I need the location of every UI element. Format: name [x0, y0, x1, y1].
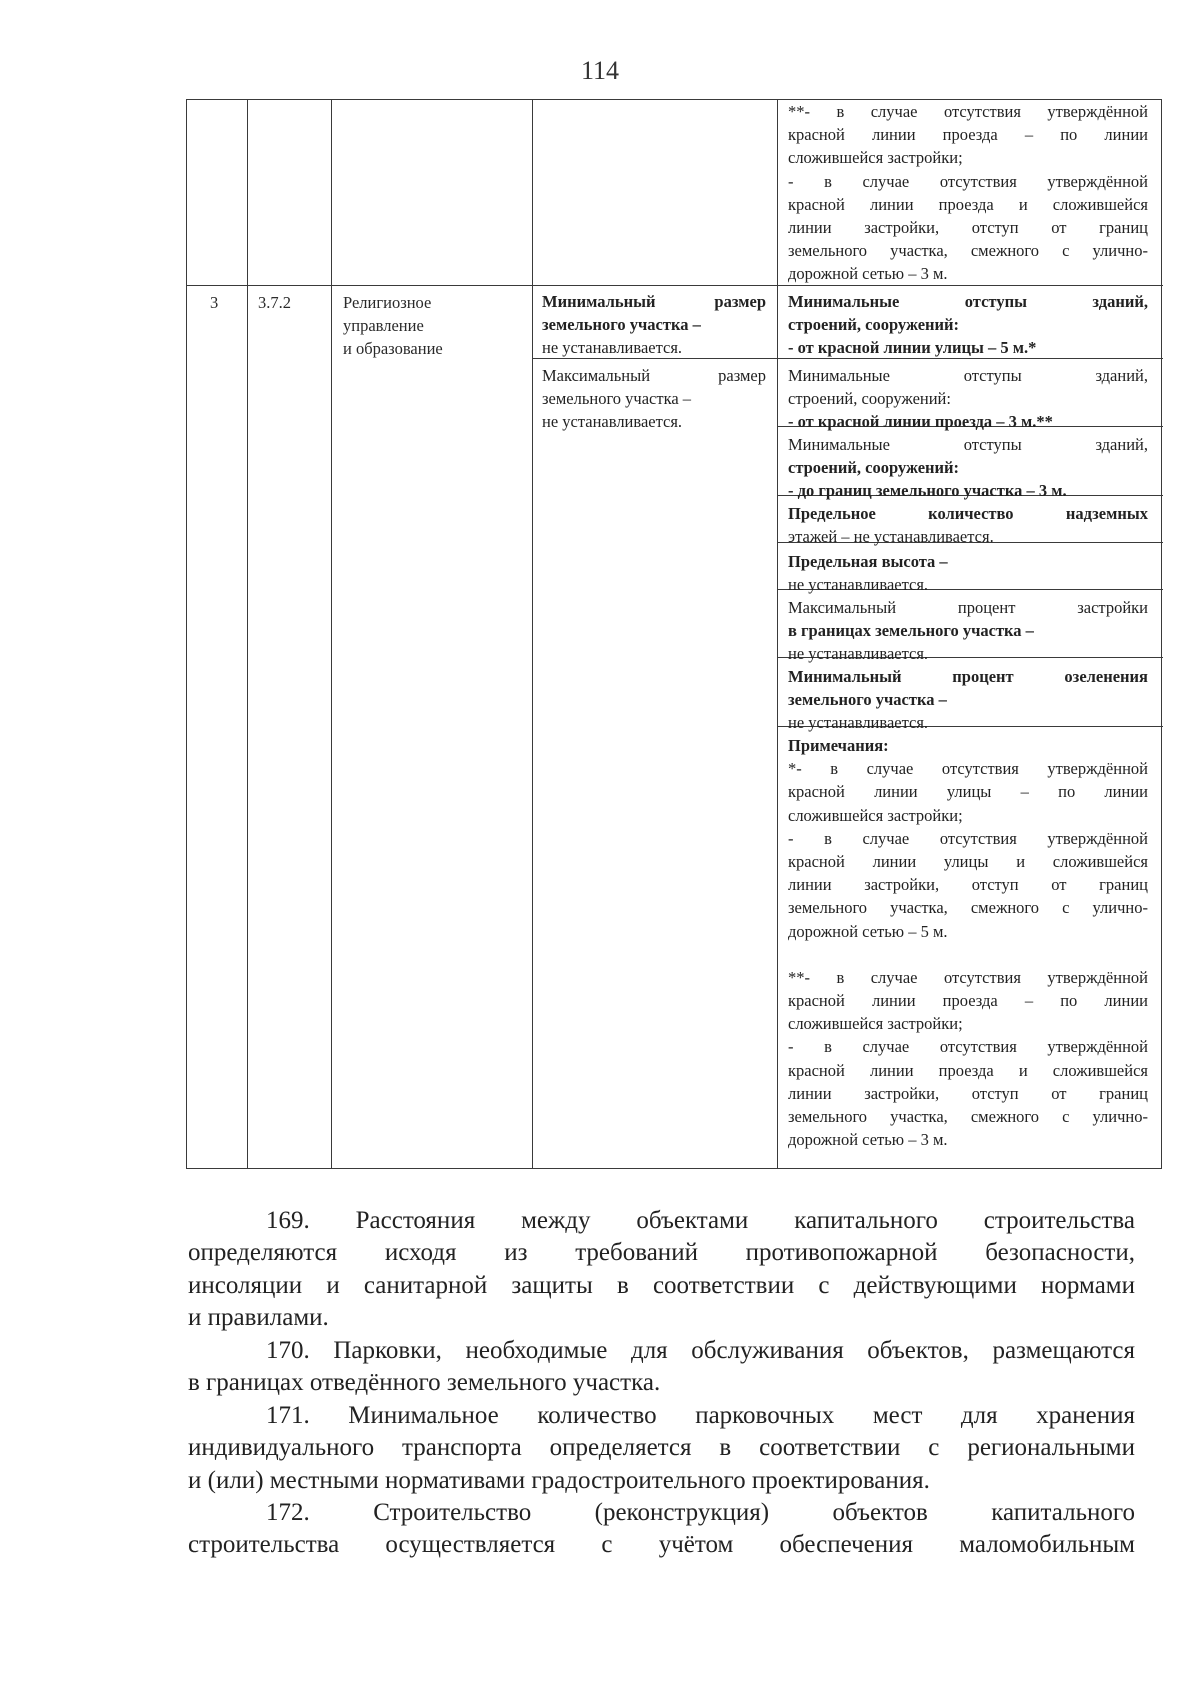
- paragraph-line: 170. Парковки, необходимые для обслуживания объектов, размещаются: [266, 1337, 1135, 1364]
- param-line: строений, сооружений:: [788, 458, 960, 478]
- note-line: - в случае отсутствия утверждённой: [788, 828, 1148, 848]
- note-line: - в случае отсутствия утверждённой: [788, 1037, 1148, 1057]
- row-name-line: управление: [343, 316, 424, 336]
- min-size-line: земельного участка –: [542, 315, 701, 335]
- notes: [788, 734, 1148, 1151]
- param-line: не устанавливается.: [788, 644, 929, 664]
- note-line: красной линии улицы – по линии: [788, 782, 1148, 802]
- table-col-divider: [331, 100, 332, 1168]
- param-line: - от красной линии проезда – 3 м.**: [788, 412, 1053, 432]
- max-size-line: Максимальный размер: [542, 366, 766, 385]
- paragraph-line: определяются исходя из требований противопожарной безопасности,: [188, 1239, 1135, 1267]
- param-line: Минимальные отступы зданий,: [788, 292, 1148, 311]
- param-line: не устанавливается.: [788, 713, 929, 733]
- note-line: линии застройки, отступ от границ: [788, 875, 1148, 895]
- min-plot-size: [542, 290, 766, 360]
- notes-title: Примечания:: [788, 736, 889, 755]
- param-floors: [788, 502, 1148, 548]
- row-name-line: и образование: [343, 339, 443, 359]
- note-line: земельного участка, смежного с улично-: [788, 1107, 1148, 1126]
- note-line: линии застройки, отступ от границ: [788, 217, 1148, 237]
- param-line: строений, сооружений:: [788, 389, 951, 409]
- page-number: 114: [580, 56, 620, 85]
- param-line: Предельное количество надземных: [788, 504, 1148, 523]
- note-line: красной линии проезда и сложившейся: [788, 194, 1148, 214]
- note-line: линии застройки, отступ от границ: [788, 1083, 1148, 1103]
- param-line: Минимальный процент озеленения: [788, 667, 1148, 686]
- note-line: *- в случае отсутствия утверждённой: [788, 759, 1148, 779]
- paragraph-line: 172. Строительство (реконструкция) объектов капитального: [266, 1499, 1135, 1526]
- param-red-line-street: [788, 290, 1148, 360]
- continued-notes: [788, 100, 1148, 286]
- max-size-line: земельного участка –: [542, 389, 692, 409]
- param-line: Минимальные отступы зданий,: [788, 435, 1148, 454]
- param-line: строений, сооружений:: [788, 315, 960, 335]
- param-line: Максимальный процент застройки: [788, 598, 1148, 617]
- row-number: 3: [210, 293, 219, 312]
- paragraph-line: строительства осуществляется с учётом обеспечения маломобильным: [188, 1531, 1135, 1559]
- note-line: **- в случае отсутствия утверждённой: [788, 967, 1148, 987]
- note-line: сложившейся застройки;: [788, 148, 963, 168]
- min-size-line: Минимальный размер: [542, 292, 766, 311]
- note-line: красной линии улицы и сложившейся: [788, 851, 1148, 871]
- paragraph-172: [188, 1497, 1135, 1562]
- paragraph-171: [188, 1400, 1135, 1497]
- note-line: красной линии проезда – по линии: [788, 125, 1148, 145]
- note-line: земельного участка, смежного с улично-: [788, 241, 1148, 261]
- note-spacer: [788, 943, 1148, 966]
- param-green-percent: [788, 665, 1148, 735]
- param-build-percent: [788, 596, 1148, 666]
- note-line: красной линии проезда – по линии: [788, 991, 1148, 1011]
- table-col-divider: [247, 100, 248, 1168]
- note-line: дорожной сетью – 5 м.: [788, 921, 948, 941]
- paragraph-line: и (или) местными нормативами градостроительного проектирования.: [188, 1466, 930, 1494]
- paragraph-169: [188, 1205, 1135, 1335]
- paragraph-line: инсоляции и санитарной защиты в соответствии с действующими нормами: [188, 1271, 1135, 1299]
- param-plot-boundary: [788, 433, 1148, 503]
- param-line: земельного участка –: [788, 690, 947, 710]
- paragraph-line: и правилами.: [188, 1304, 329, 1332]
- max-plot-size: [542, 364, 766, 434]
- param-line: - до границ земельного участка – 3 м.: [788, 481, 1067, 501]
- param-line: Предельная высота –: [788, 552, 948, 571]
- note-line: - в случае отсутствия утверждённой: [788, 171, 1148, 191]
- param-line: Минимальные отступы зданий,: [788, 366, 1148, 385]
- row-name-line: Религиозное: [343, 293, 432, 312]
- note-line: земельного участка, смежного с улично-: [788, 898, 1148, 918]
- param-line: не устанавливается.: [788, 575, 929, 595]
- note-line: **- в случае отсутствия утверждённой: [788, 102, 1148, 121]
- paragraph-170: [188, 1335, 1135, 1400]
- param-height: [788, 550, 1148, 596]
- param-line: в границах земельного участка –: [788, 621, 1034, 641]
- note-line: дорожной сетью – 3 м.: [788, 1130, 948, 1150]
- note-line: сложившейся застройки;: [788, 1014, 963, 1034]
- paragraph-line: 171. Минимальное количество парковочных мест для хранения: [266, 1402, 1135, 1429]
- param-line: этажей – не устанавливается.: [788, 527, 994, 547]
- note-line: дорожной сетью – 3 м.: [788, 264, 948, 284]
- table-col-divider: [532, 100, 533, 1168]
- paragraph-line: 169. Расстояния между объектами капитального строительства: [266, 1207, 1135, 1234]
- param-line: - от красной линии улицы – 5 м.*: [788, 338, 1037, 358]
- paragraph-line: в границах отведённого земельного участка.: [188, 1369, 661, 1397]
- note-line: сложившейся застройки;: [788, 805, 963, 825]
- max-size-line: не устанавливается.: [542, 412, 683, 432]
- row-name: [343, 291, 523, 361]
- row-code: 3.7.2: [258, 293, 291, 312]
- param-red-line-passage: [788, 364, 1148, 434]
- note-line: красной линии проезда и сложившейся: [788, 1060, 1148, 1080]
- paragraph-line: индивидуального транспорта определяется в соответствии с региональными: [188, 1434, 1135, 1462]
- min-size-line: не устанавливается.: [542, 338, 683, 358]
- table-col-divider: [777, 100, 778, 1168]
